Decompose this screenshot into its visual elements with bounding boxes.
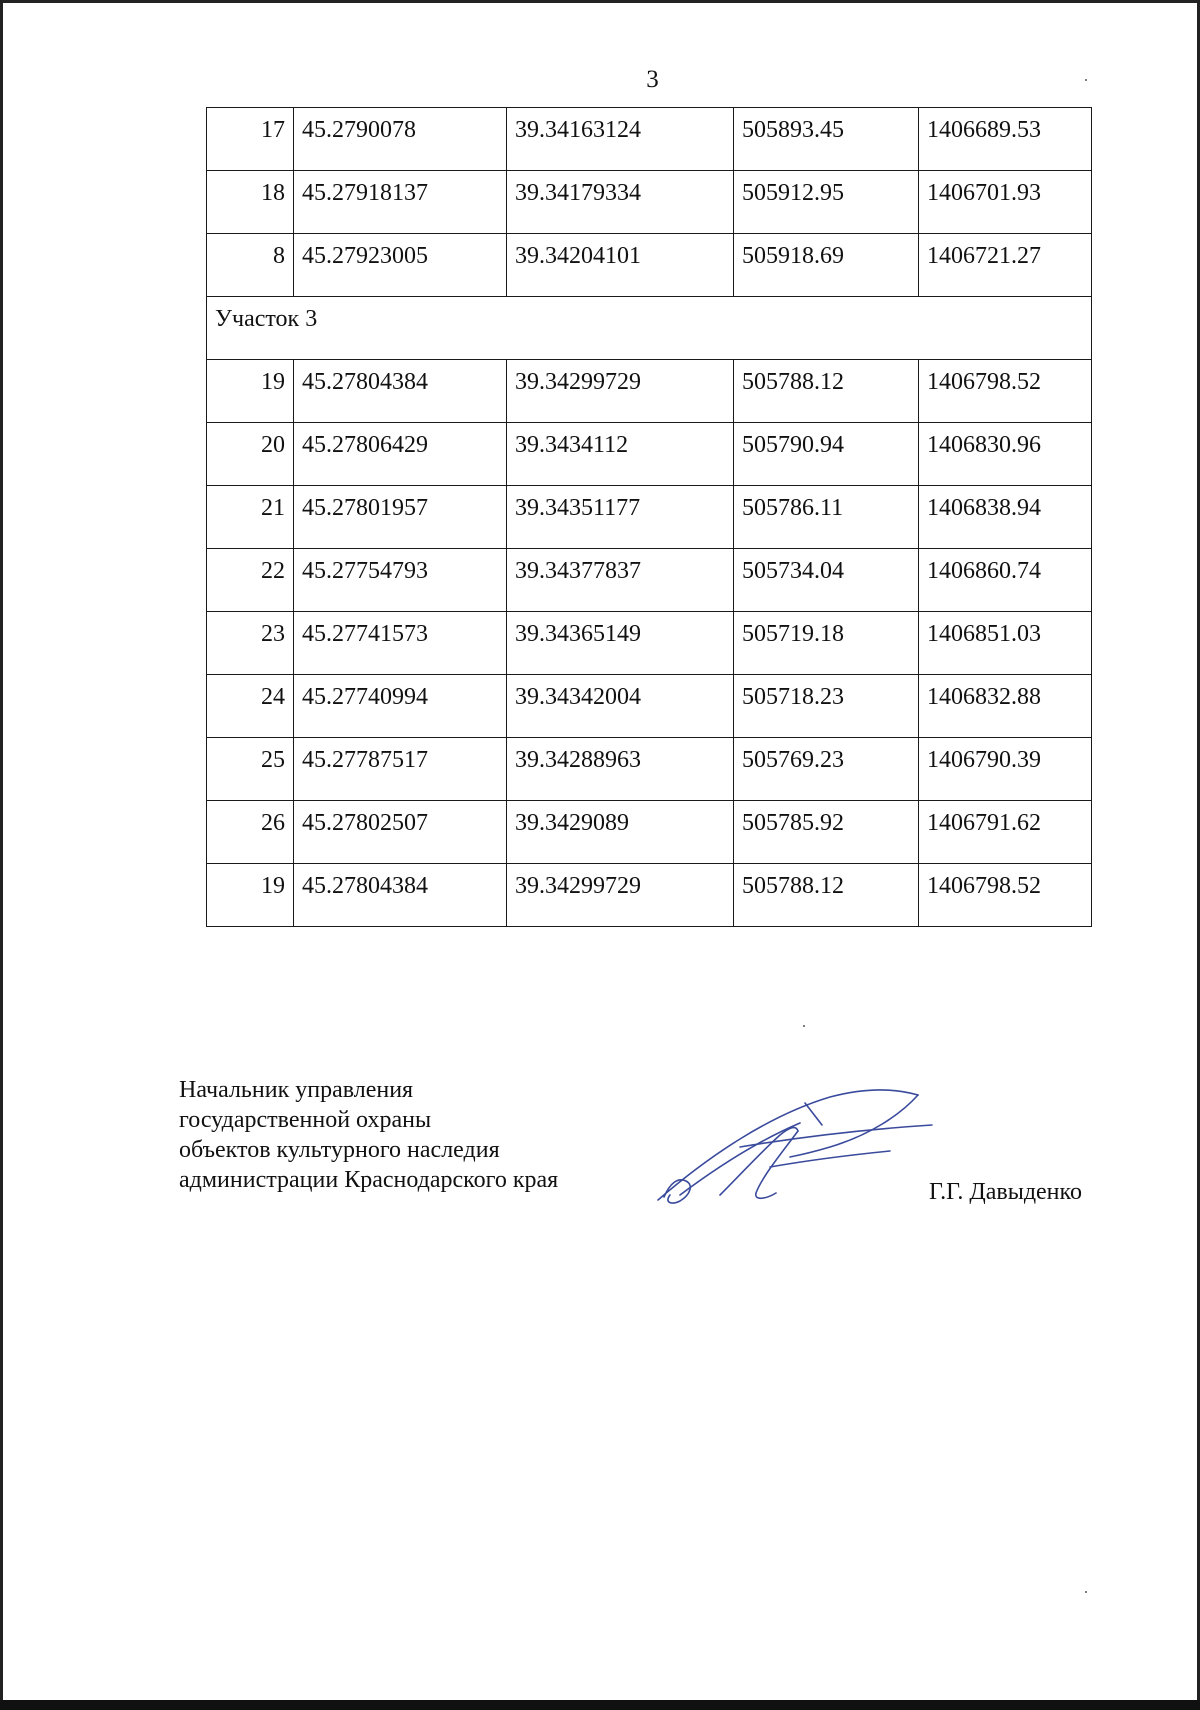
y-coordinate-cell: 1406830.96 [919, 423, 1092, 486]
point-number-cell: 26 [207, 801, 294, 864]
longitude-cell: 39.34342004 [507, 675, 734, 738]
longitude-cell: 39.34377837 [507, 549, 734, 612]
x-coordinate-cell: 505912.95 [734, 171, 919, 234]
scan-speck [1085, 79, 1087, 81]
latitude-cell: 45.27804384 [294, 360, 507, 423]
latitude-cell: 45.27787517 [294, 738, 507, 801]
x-coordinate-cell: 505790.94 [734, 423, 919, 486]
table-row [207, 486, 1092, 549]
signer-title-line-1: Начальник управления [179, 1077, 414, 1103]
y-coordinate-cell: 1406791.62 [919, 801, 1092, 864]
table-row [207, 108, 1092, 171]
y-coordinate-cell: 1406701.93 [919, 171, 1092, 234]
table-row [207, 738, 1092, 801]
y-coordinate-cell: 1406798.52 [919, 864, 1092, 927]
longitude-cell: 39.3434112 [507, 423, 734, 486]
point-number-cell: 21 [207, 486, 294, 549]
x-coordinate-cell: 505893.45 [734, 108, 919, 171]
page-number: 3 [646, 66, 659, 93]
latitude-cell: 45.27802507 [294, 801, 507, 864]
latitude-cell: 45.27740994 [294, 675, 507, 738]
section-label: Участок 3 [207, 297, 1092, 360]
table-row [207, 675, 1092, 738]
longitude-cell: 39.34288963 [507, 738, 734, 801]
point-number-cell: 19 [207, 864, 294, 927]
longitude-cell: 39.34179334 [507, 171, 734, 234]
table-row [207, 864, 1092, 927]
section-row [207, 297, 1092, 360]
longitude-cell: 39.34365149 [507, 612, 734, 675]
coordinates-table-body [207, 108, 1092, 927]
point-number-cell: 19 [207, 360, 294, 423]
x-coordinate-cell: 505769.23 [734, 738, 919, 801]
x-coordinate-cell: 505718.23 [734, 675, 919, 738]
x-coordinate-cell: 505918.69 [734, 234, 919, 297]
latitude-cell: 45.27741573 [294, 612, 507, 675]
scan-speck [803, 1025, 805, 1027]
coordinates-table [206, 107, 1092, 927]
scan-speck [1085, 1591, 1087, 1593]
point-number-cell: 25 [207, 738, 294, 801]
x-coordinate-cell: 505785.92 [734, 801, 919, 864]
table-row [207, 171, 1092, 234]
latitude-cell: 45.27923005 [294, 234, 507, 297]
handwritten-signature [650, 1085, 940, 1215]
signer-title-line-4: администрации Краснодарского края [179, 1167, 559, 1193]
y-coordinate-cell: 1406832.88 [919, 675, 1092, 738]
y-coordinate-cell: 1406790.39 [919, 738, 1092, 801]
latitude-cell: 45.27806429 [294, 423, 507, 486]
y-coordinate-cell: 1406860.74 [919, 549, 1092, 612]
x-coordinate-cell: 505786.11 [734, 486, 919, 549]
point-number-cell: 17 [207, 108, 294, 171]
y-coordinate-cell: 1406689.53 [919, 108, 1092, 171]
latitude-cell: 45.27918137 [294, 171, 507, 234]
scan-edge-top [0, 0, 1200, 3]
y-coordinate-cell: 1406838.94 [919, 486, 1092, 549]
longitude-cell: 39.3429089 [507, 801, 734, 864]
x-coordinate-cell: 505788.12 [734, 864, 919, 927]
scan-edge-left [0, 0, 3, 1710]
longitude-cell: 39.34351177 [507, 486, 734, 549]
latitude-cell: 45.27754793 [294, 549, 507, 612]
table-row [207, 234, 1092, 297]
table-row [207, 360, 1092, 423]
x-coordinate-cell: 505788.12 [734, 360, 919, 423]
longitude-cell: 39.34299729 [507, 864, 734, 927]
point-number-cell: 18 [207, 171, 294, 234]
longitude-cell: 39.34299729 [507, 360, 734, 423]
y-coordinate-cell: 1406851.03 [919, 612, 1092, 675]
table-row [207, 423, 1092, 486]
x-coordinate-cell: 505734.04 [734, 549, 919, 612]
point-number-cell: 24 [207, 675, 294, 738]
x-coordinate-cell: 505719.18 [734, 612, 919, 675]
signer-name: Г.Г. Давыденко [929, 1179, 1082, 1205]
longitude-cell: 39.34204101 [507, 234, 734, 297]
point-number-cell: 8 [207, 234, 294, 297]
scan-edge-bottom [0, 1700, 1200, 1710]
table-row [207, 612, 1092, 675]
signer-title-line-2: государственной охраны [179, 1107, 432, 1133]
latitude-cell: 45.27804384 [294, 864, 507, 927]
signer-title-line-3: объектов культурного наследия [179, 1137, 500, 1163]
point-number-cell: 20 [207, 423, 294, 486]
latitude-cell: 45.2790078 [294, 108, 507, 171]
point-number-cell: 23 [207, 612, 294, 675]
signature-block [179, 1075, 558, 1195]
y-coordinate-cell: 1406721.27 [919, 234, 1092, 297]
point-number-cell: 22 [207, 549, 294, 612]
table-row [207, 549, 1092, 612]
latitude-cell: 45.27801957 [294, 486, 507, 549]
y-coordinate-cell: 1406798.52 [919, 360, 1092, 423]
longitude-cell: 39.34163124 [507, 108, 734, 171]
table-row [207, 801, 1092, 864]
